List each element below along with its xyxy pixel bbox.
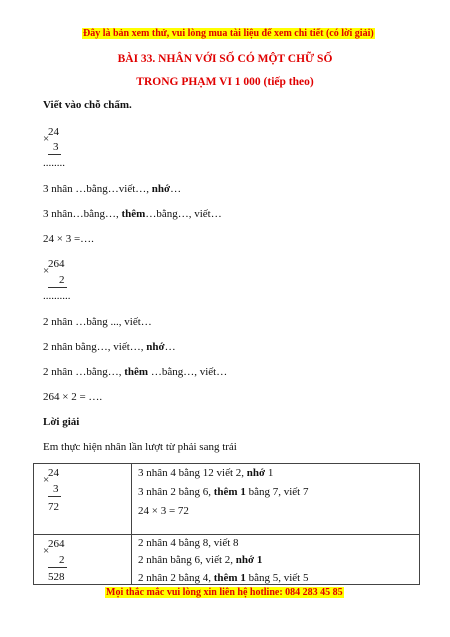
p2-times-sign: ×	[43, 265, 50, 277]
s2-multiplier: 2	[59, 554, 65, 566]
p2-step3: 2 nhân …bằng…, thêm …bằng…, viết…	[43, 366, 228, 378]
p2-multiplier: 2	[59, 274, 65, 286]
p2-step1: 2 nhân …bằng ..., viết…	[43, 316, 152, 328]
p2-underline	[48, 287, 67, 288]
s1-multiplicand: 24	[48, 467, 59, 479]
p1-step2: 3 nhân…bằng…, thêm…bằng…, viết…	[43, 208, 222, 220]
p1-step1: 3 nhân …bằng…viết…, nhớ…	[43, 183, 182, 195]
p2-equation: 264 × 2 = ….	[43, 391, 103, 403]
explanation-cell	[132, 535, 420, 585]
p2-result-blank: ..........	[43, 290, 71, 302]
lesson-subtitle: TRONG PHẠM VI 1 000 (tiếp theo)	[136, 76, 314, 88]
s1-result: 72	[48, 501, 59, 513]
table-row	[34, 464, 420, 535]
s2-times-sign: ×	[43, 545, 50, 557]
solution-table	[33, 463, 420, 585]
s1-times-sign: ×	[43, 474, 50, 486]
s2-step3: 2 nhân 2 bằng 4, thêm 1 bằng 5, viết 5	[138, 572, 309, 584]
p1-underline	[48, 154, 61, 155]
explanation-cell	[132, 464, 420, 535]
preview-banner: Đây là bản xem thử, vui lòng mua tài liệu để xem chi tiết (có lời giải)	[83, 28, 374, 39]
solution-intro: Em thực hiện nhân lần lượt từ phải sang trái	[43, 441, 237, 453]
p1-result-blank: ........	[43, 157, 65, 169]
p1-multiplicand: 24	[48, 126, 59, 138]
hotline-banner: Mọi thắc mắc vui lòng xin liên hệ hotline: 084 283 45 85	[106, 587, 343, 598]
s1-step1: 3 nhân 4 bằng 12 viết 2, nhớ 1	[138, 467, 274, 479]
s2-step2: 2 nhân bằng 6, viết 2, nhớ 1	[138, 554, 263, 566]
solution-heading: Lời giải	[43, 416, 80, 428]
s1-step2: 3 nhân 2 bằng 6, thêm 1 bằng 7, viết 7	[138, 486, 309, 498]
calc-cell	[34, 464, 132, 535]
s2-underline	[48, 567, 67, 568]
p1-multiplier: 3	[53, 141, 59, 153]
calc-cell	[34, 535, 132, 585]
p1-times-sign: ×	[43, 133, 50, 145]
s1-underline	[48, 496, 61, 497]
p2-multiplicand: 264	[48, 258, 65, 270]
s1-equation: 24 × 3 = 72	[138, 505, 189, 517]
instruction: Viết vào chỗ chấm.	[43, 99, 132, 111]
p2-step2: 2 nhân bằng…, viết…, nhớ…	[43, 341, 176, 353]
s2-multiplicand: 264	[48, 538, 65, 550]
p1-equation: 24 × 3 =….	[43, 233, 94, 245]
s1-multiplier: 3	[53, 483, 59, 495]
table-row	[34, 535, 420, 585]
s2-result: 528	[48, 571, 65, 583]
s2-step1: 2 nhân 4 bằng 8, viết 8	[138, 537, 239, 549]
lesson-title: BÀI 33. NHÂN VỚI SỐ CÓ MỘT CHỮ SỐ	[117, 53, 333, 65]
